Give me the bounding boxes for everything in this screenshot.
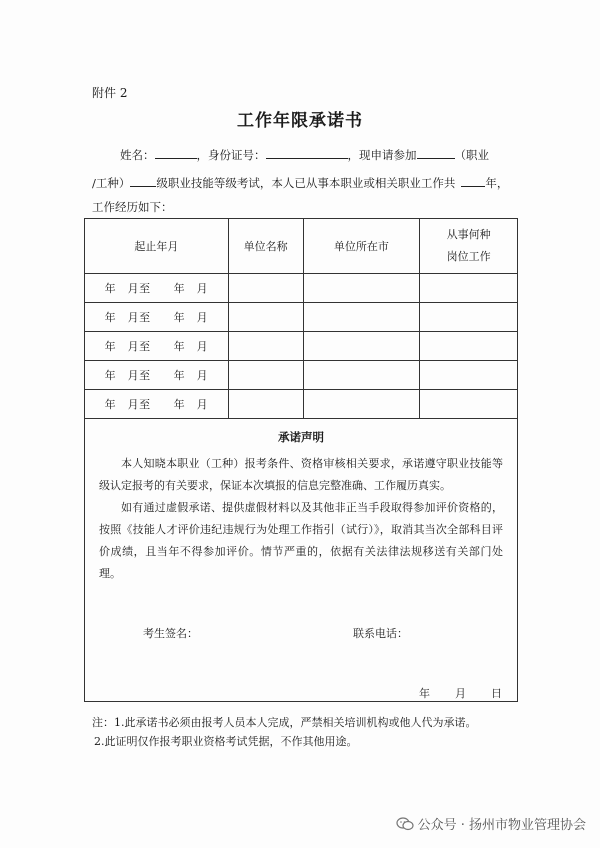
name-blank bbox=[155, 146, 197, 159]
year-suffix: 年， bbox=[485, 176, 509, 190]
position-cell[interactable] bbox=[420, 390, 518, 419]
unit-cell[interactable] bbox=[228, 332, 303, 361]
declaration-row bbox=[85, 419, 518, 702]
declaration-paragraph-2: 如有通过虚假承诺、提供虚假材料以及其他非正当手段取得参加评价资格的，按照《技能人才评价违纪违规行为处理工作指引（试行）》，取消其当次全部科目评价成绩，且当年不得参加评价。情节严重的，依据有关法律法规移送有关部门处理。 bbox=[99, 501, 503, 580]
header-city: 单位所在市 bbox=[303, 219, 420, 274]
position-cell[interactable] bbox=[420, 361, 518, 390]
city-cell[interactable] bbox=[303, 361, 420, 390]
position-cell[interactable] bbox=[420, 332, 518, 361]
header-position-line2: 岗位工作 bbox=[446, 250, 491, 263]
table-row bbox=[85, 390, 518, 419]
position-cell[interactable] bbox=[420, 274, 518, 303]
wechat-icon bbox=[396, 817, 414, 831]
declaration-cell bbox=[85, 419, 518, 702]
profession-blank bbox=[417, 146, 455, 159]
phone-label: 联系电话： bbox=[353, 627, 408, 640]
signature-date: 年 月 日 bbox=[419, 687, 503, 700]
table-row bbox=[85, 332, 518, 361]
header-position-line1: 从事何种 bbox=[446, 228, 491, 241]
work-history-table bbox=[84, 218, 518, 702]
city-cell[interactable] bbox=[303, 274, 420, 303]
header-unit: 单位名称 bbox=[228, 219, 303, 274]
profession-close: /工种） bbox=[92, 176, 131, 190]
date-cell: 年 月至 年 月 bbox=[85, 361, 229, 390]
document-title: 工作年限承诺书 bbox=[237, 111, 363, 131]
city-cell[interactable] bbox=[303, 332, 420, 361]
header-position bbox=[420, 219, 518, 274]
unit-cell[interactable] bbox=[228, 361, 303, 390]
date-cell: 年 月至 年 月 bbox=[85, 274, 229, 303]
declaration-title: 承诺声明 bbox=[278, 430, 324, 444]
city-cell[interactable] bbox=[303, 390, 420, 419]
id-label: ，身份证号： bbox=[196, 148, 266, 162]
intro-line-2 bbox=[92, 174, 508, 191]
unit-cell[interactable] bbox=[228, 303, 303, 332]
city-cell[interactable] bbox=[303, 303, 420, 332]
note-2: 2.此证明仅作报考职业资格考试凭据，不作其他用途。 bbox=[94, 735, 358, 748]
apply-label: ，现申请参加 bbox=[347, 148, 417, 162]
table-row bbox=[85, 361, 518, 390]
unit-cell[interactable] bbox=[228, 274, 303, 303]
level-text: 级职业技能等级考试，本人已从事本职业或相关职业工作共 bbox=[156, 176, 456, 190]
level-blank bbox=[130, 174, 156, 187]
table-row bbox=[85, 274, 518, 303]
name-label: 姓名： bbox=[120, 148, 155, 162]
header-period: 起止年月 bbox=[85, 219, 229, 274]
signature-label: 考生签名： bbox=[143, 627, 198, 640]
intro-line-1 bbox=[120, 146, 489, 163]
date-cell: 年 月至 年 月 bbox=[85, 390, 229, 419]
unit-cell[interactable] bbox=[228, 390, 303, 419]
years-blank bbox=[461, 174, 485, 187]
table-row bbox=[85, 303, 518, 332]
position-cell[interactable] bbox=[420, 303, 518, 332]
date-cell: 年 月至 年 月 bbox=[85, 332, 229, 361]
watermark bbox=[396, 814, 586, 833]
declaration-paragraph-1: 本人知晓本职业（工种）报考条件、资格审核相关要求，承诺遵守职业技能等级认定报考的有关要求，保证本次填报的信息完整准确、工作履历真实。 bbox=[99, 457, 503, 492]
notes-block bbox=[92, 713, 477, 751]
id-blank bbox=[266, 146, 348, 159]
date-cell: 年 月至 年 月 bbox=[85, 303, 229, 332]
watermark-text: 公众号 · 扬州市物业管理协会 bbox=[417, 818, 586, 833]
attachment-label: 附件 2 bbox=[92, 86, 128, 100]
note-1: 注：1.此承诺书必须由报考人员本人完成，严禁相关培训机构或他人代为承诺。 bbox=[92, 716, 477, 729]
profession-open: （职业 bbox=[454, 148, 489, 162]
experience-label: 工作经历如下： bbox=[92, 200, 173, 214]
table-header-row bbox=[85, 219, 518, 274]
